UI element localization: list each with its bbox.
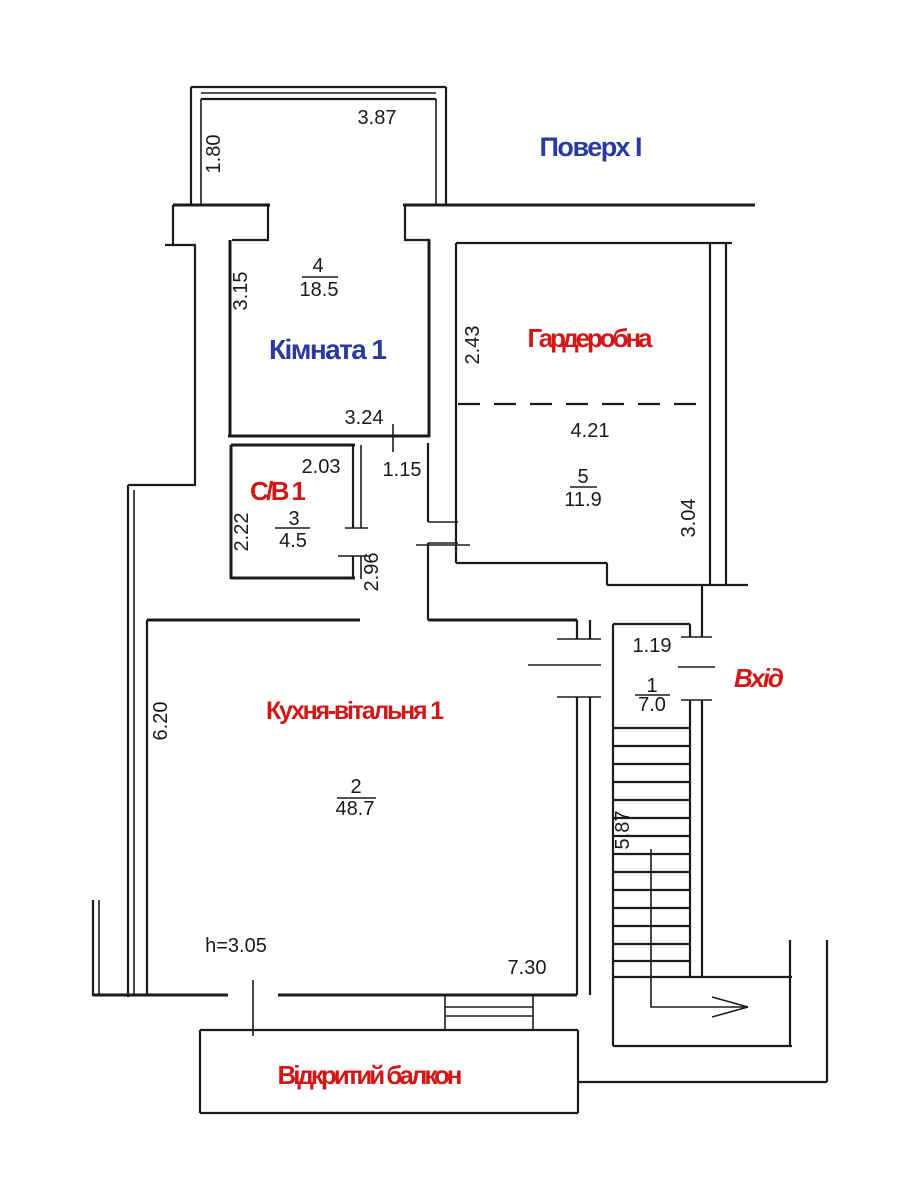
dim-bathroom-depth: 2.22 — [231, 512, 253, 552]
bathroom-area: 4.5 — [279, 530, 307, 552]
dim-room1-depth: 3.15 — [230, 271, 252, 311]
balcony-label: Відкритий балкон — [277, 1060, 463, 1090]
dim-kitchen-depth: 6.20 — [150, 701, 172, 741]
wardrobe-walls — [456, 243, 748, 585]
dim-stairs-run: 5.87 — [612, 810, 634, 850]
floor-title: Поверх I — [539, 132, 643, 162]
dim-bathroom-width: 2.03 — [301, 456, 341, 478]
dim-kitchen-width: 7.30 — [507, 957, 547, 979]
hallway-walls — [416, 443, 470, 620]
room1-area: 18.5 — [299, 279, 339, 301]
stairs — [613, 728, 748, 1017]
dim-hall-depth: 2.96 — [361, 552, 383, 592]
ceiling-height: h=3.05 — [205, 935, 267, 957]
dim-wardrobe-lower-depth: 3.04 — [678, 498, 700, 538]
dim-balcony-top-depth: 1.80 — [203, 134, 225, 174]
dim-room1-width: 3.24 — [344, 407, 384, 429]
kitchen-number: 2 — [350, 776, 362, 798]
room1-label: Кімната 1 — [269, 334, 387, 365]
vestibule-number: 1 — [646, 675, 658, 697]
dim-vestibule-width: 1.19 — [632, 635, 672, 657]
wardrobe-area: 11.9 — [564, 489, 602, 511]
bathroom-label: С/В 1 — [250, 476, 306, 506]
dim-hall-door-width: 1.15 — [382, 459, 422, 481]
dim-balcony-top-width: 3.87 — [357, 107, 397, 129]
balcony-top-walls — [191, 87, 446, 205]
wardrobe-number: 5 — [577, 466, 589, 488]
room1-number: 4 — [312, 255, 324, 277]
entrance-label: Вхід — [734, 663, 784, 693]
bathroom-number: 3 — [288, 508, 300, 530]
kitchen-label: Кухня-вітальня 1 — [266, 697, 444, 725]
vestibule-area: 7.0 — [638, 694, 666, 716]
kitchen-area: 48.7 — [335, 798, 375, 820]
dim-wardrobe-upper-depth: 2.43 — [462, 325, 484, 365]
wardrobe-label: Гардеробна — [527, 323, 653, 353]
outer-walls — [93, 205, 755, 997]
dim-wardrobe-width: 4.21 — [570, 420, 610, 442]
